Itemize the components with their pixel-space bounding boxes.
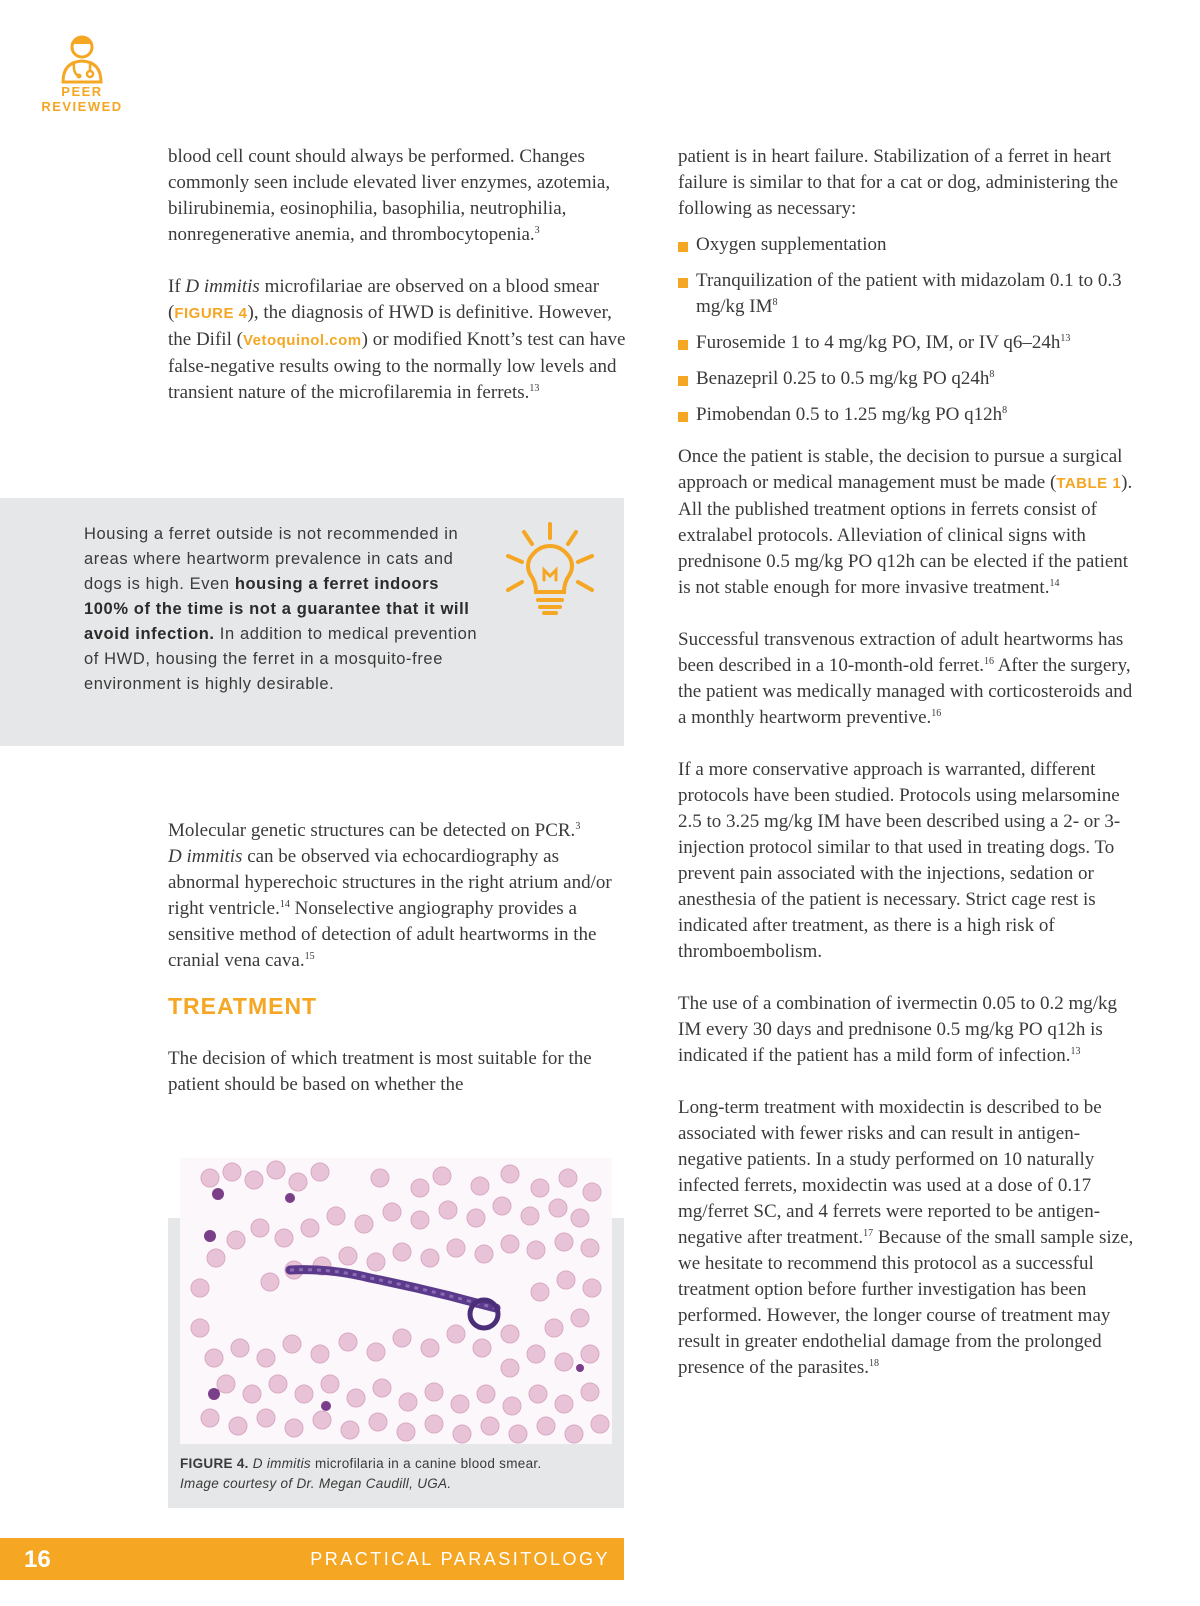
- paragraph-heart-failure: patient is in heart failure. Stabilization of a ferret in heart failure is similar to that for a cat or dog, administering the following as necessary:: [678, 146, 1119, 219]
- page-number: 16: [24, 1546, 51, 1573]
- paragraph-ivermectin: The use of a combination of ivermectin 0.05 to 0.2 mg/kg IM every 30 days and prednisone 0.5 mg/kg PO q12h is indicated if the patient has a mild form of infection.$^{13}$: [678, 993, 1118, 1066]
- paragraph-conservative: If a more conservative approach is warranted, different protocols have been studied. Protocols using melarsomine 2.5 to 3.25 mg/kg IM have been described using a 2- or 3-injection protocol similar to that used in treating dogs. To prevent pain associated with the injections, sedation or anesthesia of the patient is necessary. Strict cage rest is indicated after treatment, as there is a high risk of thromboembolism.: [678, 759, 1121, 962]
- figure-4-link[interactable]: FIGURE 4: [174, 305, 248, 322]
- page-footer: [0, 1538, 624, 1580]
- journal-title: PRACTICAL PARASITOLOGY: [310, 1549, 610, 1569]
- blood-smear-image: [180, 1158, 612, 1444]
- badge-line-1: PEER: [61, 84, 103, 99]
- list-item: Furosemide 1 to 4 mg/kg PO, IM, or IV $q6-24h^{13}$: [678, 330, 1138, 356]
- vetoquinol-link[interactable]: Vetoquinol.com: [242, 332, 362, 349]
- paragraph-moxidectin: Long-term treatment with moxidectin is described to be associated with fewer risks and can result in antigen-negative patients. In a study performed on 10 naturally infected ferrets, moxidectin was used at a dose of 0.17 mg/ferret SC, and 4 ferrets were reported to be antigen-negative after treatment.$^{17}$ Because of the small sample size, we hesitate to recommend this protocol as a successful treatment option before further investigation has been performed. However, the longer course of treatment may result in greater endothelial damage from the prolonged presence of the parasites.$^{18}$: [678, 1097, 1134, 1378]
- paragraph-lab-changes: blood cell count should always be performed. Changes commonly seen include elevated liver enzymes, azotemia, bilirubinemia, eosinophilia, basophilia, neutrophilia, nonregenerative anemia, and thrombocytopenia.$^3$: [168, 146, 611, 245]
- badge-line-2: REVIEWED: [41, 99, 123, 114]
- list-item: Oxygen supplementation: [678, 232, 1138, 258]
- peer-reviewed-badge: [36, 32, 128, 114]
- paragraph-pcr: Molecular genetic structures can be detected on PCR.$^3$ D immitis can be observed via echocardiography as abnormal hyperechoic structures in the right atrium and/or right ventricle.$^{14}$ Nonselective angiography provides a sensitive method of detection of adult heartworms in the cranial vena cava.$^{15}$: [168, 820, 612, 971]
- list-item: Tranquilization of the patient with midazolam 0.1 to 0.3 mg/kg $IM^8$: [678, 268, 1138, 320]
- paragraph-stabilized: Once the patient is stable, the decision to pursue a surgical approach or medical management must be made (TABLE 1). All the published treatment options in ferrets consist of extralabel protocols. Alleviation of clinical signs with prednisone 0.5 mg/kg PO q12h can be elected if the patient is not stable enough for more invasive treatment.$^{14}$: [678, 446, 1133, 598]
- callout-text: Housing a ferret outside is not recommended in areas where heartworm prevalence in cats and dogs is high. Even housing a ferret indoors 100% of the time is not a guarantee that it will avoid infection. In addition to medical prevention of HWD, housing the ferret in a mosquito-free environment is highly desirable.: [84, 525, 478, 693]
- paragraph-decision: The decision of which treatment is most suitable for the patient should be based on whether the: [168, 1048, 592, 1095]
- list-item: Benazepril 0.25 to 0.5 mg/kg PO $q24h^8$: [678, 366, 1138, 392]
- callout-box: [0, 498, 624, 746]
- list-item: Pimobendan 0.5 to 1.25 mg/kg PO $q12h^8$: [678, 402, 1138, 428]
- treatment-bullet-list: [678, 232, 1138, 428]
- paragraph-extraction: Successful transvenous extraction of adult heartworms has been described in a 10-month-old ferret.$^{16}$ After the surgery, the patient was medically managed with corticosteroids and a monthly heartworm preventive.$^{16}$: [678, 629, 1133, 728]
- paragraph-diagnosis: If D immitis microfilariae are observed on a blood smear (FIGURE 4), the diagnosis of HWD is definitive. However, the Difil (Vetoquinol.com) or modified Knott’s test can have false-negative results owing to the normally low levels and transient nature of the microfilaremia in ferrets.$^{13}$: [168, 276, 626, 403]
- doctor-icon: [59, 32, 105, 84]
- right-column: [678, 144, 1138, 1381]
- left-column-lower: [168, 818, 632, 974]
- figure-caption: FIGURE 4. D immitis microfilaria in a canine blood smear. Image courtesy of Dr. Megan Caudill, UGA.: [180, 1456, 542, 1491]
- table-1-link[interactable]: TABLE 1: [1056, 475, 1122, 492]
- treatment-heading: TREATMENT: [168, 993, 318, 1019]
- left-column-upper: [168, 144, 632, 406]
- lightbulb-icon: [502, 520, 598, 616]
